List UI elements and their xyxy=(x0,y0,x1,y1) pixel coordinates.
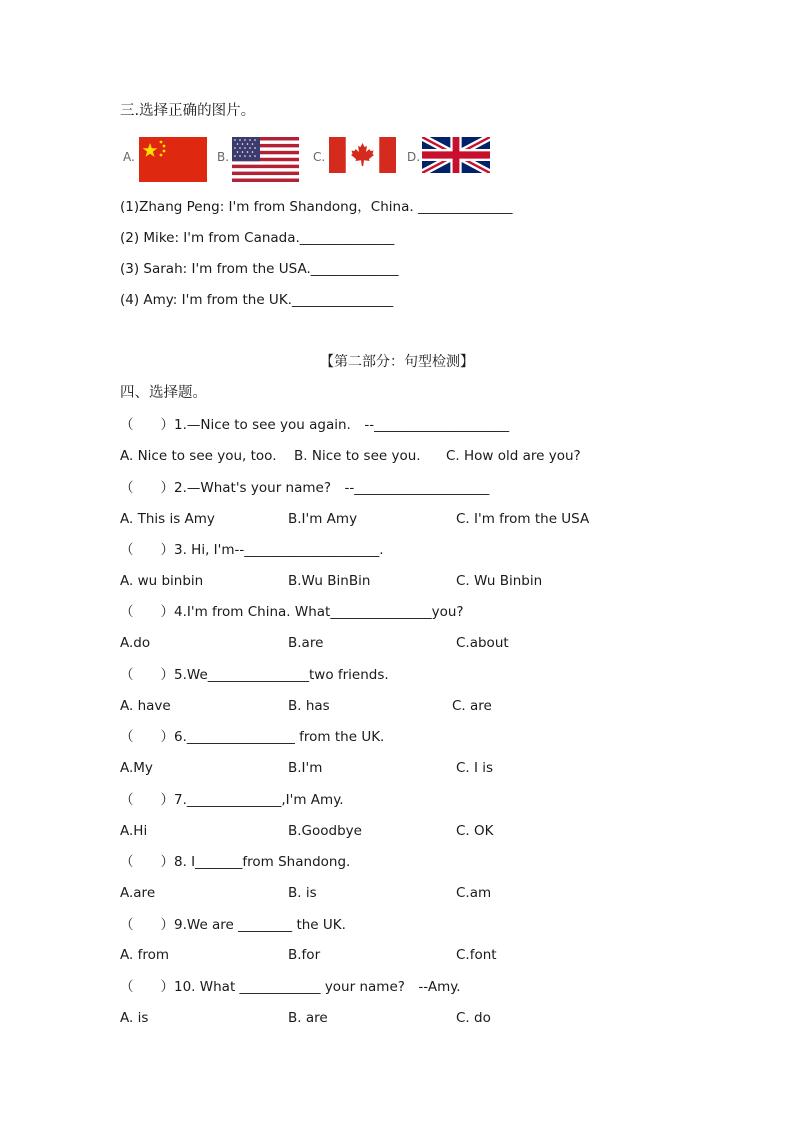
question-7-option-c: C. OK xyxy=(456,823,494,839)
question-2-option-c: C. I'm from the USA xyxy=(456,511,590,527)
question-4-option-b: B.are xyxy=(288,635,324,651)
question-10: （ ）10. What ____________ your name? --Amy. xyxy=(120,979,461,995)
question-3: （ ）3. Hi, I'm--____________________. xyxy=(120,542,384,558)
flag-letter-b: B. xyxy=(217,150,230,164)
section-4-title: 四、选择题。 xyxy=(120,385,207,401)
section-3-title: 三.选择正确的图片。 xyxy=(120,103,256,119)
question-4: （ ）4.I'm from China. What_______________you? xyxy=(120,604,464,620)
question-8: （ ）8. I_______from Shandong. xyxy=(120,854,351,870)
question-8-option-a: A.are xyxy=(120,885,156,901)
question-2-option-a: A. This is Amy xyxy=(120,511,215,527)
usa-flag-icon xyxy=(232,137,299,182)
question-8-option-c: C.am xyxy=(456,885,492,901)
question-1-option-a: A. Nice to see you, too. xyxy=(120,448,277,464)
question-2: （ ）2.—What's your name? --____________________ xyxy=(120,480,490,496)
question-7-option-a: A.Hi xyxy=(120,823,148,839)
question-5: （ ）5.We_______________two friends. xyxy=(120,667,389,683)
section-3-question-2: (2) Mike: I'm from Canada.______________ xyxy=(120,230,395,246)
question-1-option-b: B. Nice to see you. xyxy=(294,448,421,464)
question-7: （ ）7.______________,I'm Amy. xyxy=(120,792,344,808)
flag-letter-a: A. xyxy=(123,150,135,164)
question-6-option-a: A.My xyxy=(120,760,153,776)
section-3-question-1: (1)Zhang Peng: I'm from Shandong，China. ______________ xyxy=(120,199,513,215)
question-10-option-a: A. is xyxy=(120,1010,149,1026)
question-6-option-c: C. I is xyxy=(456,760,494,776)
flag-letter-c: C. xyxy=(313,150,326,164)
section-3-question-4: (4) Amy: I'm from the UK._______________ xyxy=(120,292,394,308)
question-5-option-a: A. have xyxy=(120,698,171,714)
question-2-option-b: B.I'm Amy xyxy=(288,511,358,527)
question-3-option-b: B.Wu BinBin xyxy=(288,573,371,589)
question-1: （ ）1.—Nice to see you again. --____________________ xyxy=(120,417,510,433)
question-6: （ ）6.________________ from the UK. xyxy=(120,729,385,745)
question-6-option-b: B.I'm xyxy=(288,760,323,776)
question-5-option-b: B. has xyxy=(288,698,330,714)
flag-letter-d: D. xyxy=(407,150,421,164)
question-9-option-a: A. from xyxy=(120,947,169,963)
question-9-option-c: C.font xyxy=(456,947,497,963)
question-8-option-b: B. is xyxy=(288,885,317,901)
question-3-option-c: C. Wu Binbin xyxy=(456,573,543,589)
uk-flag-icon xyxy=(422,137,490,173)
question-10-option-b: B. are xyxy=(288,1010,328,1026)
question-10-option-c: C. do xyxy=(456,1010,491,1026)
question-9: （ ）9.We are ________ the UK. xyxy=(120,917,346,933)
section-3-question-3: (3) Sarah: I'm from the USA._____________ xyxy=(120,261,399,277)
question-1-option-c: C. How old are you? xyxy=(446,448,581,464)
question-4-option-c: C.about xyxy=(456,635,509,651)
china-flag-icon xyxy=(139,137,207,182)
question-7-option-b: B.Goodbye xyxy=(288,823,362,839)
question-4-option-a: A.do xyxy=(120,635,151,651)
question-3-option-a: A. wu binbin xyxy=(120,573,204,589)
part-2-heading: 【第二部分：句型检测】 xyxy=(320,354,474,370)
question-9-option-b: B.for xyxy=(288,947,321,963)
canada-flag-icon xyxy=(329,137,396,173)
question-5-option-c: C. are xyxy=(452,698,492,714)
